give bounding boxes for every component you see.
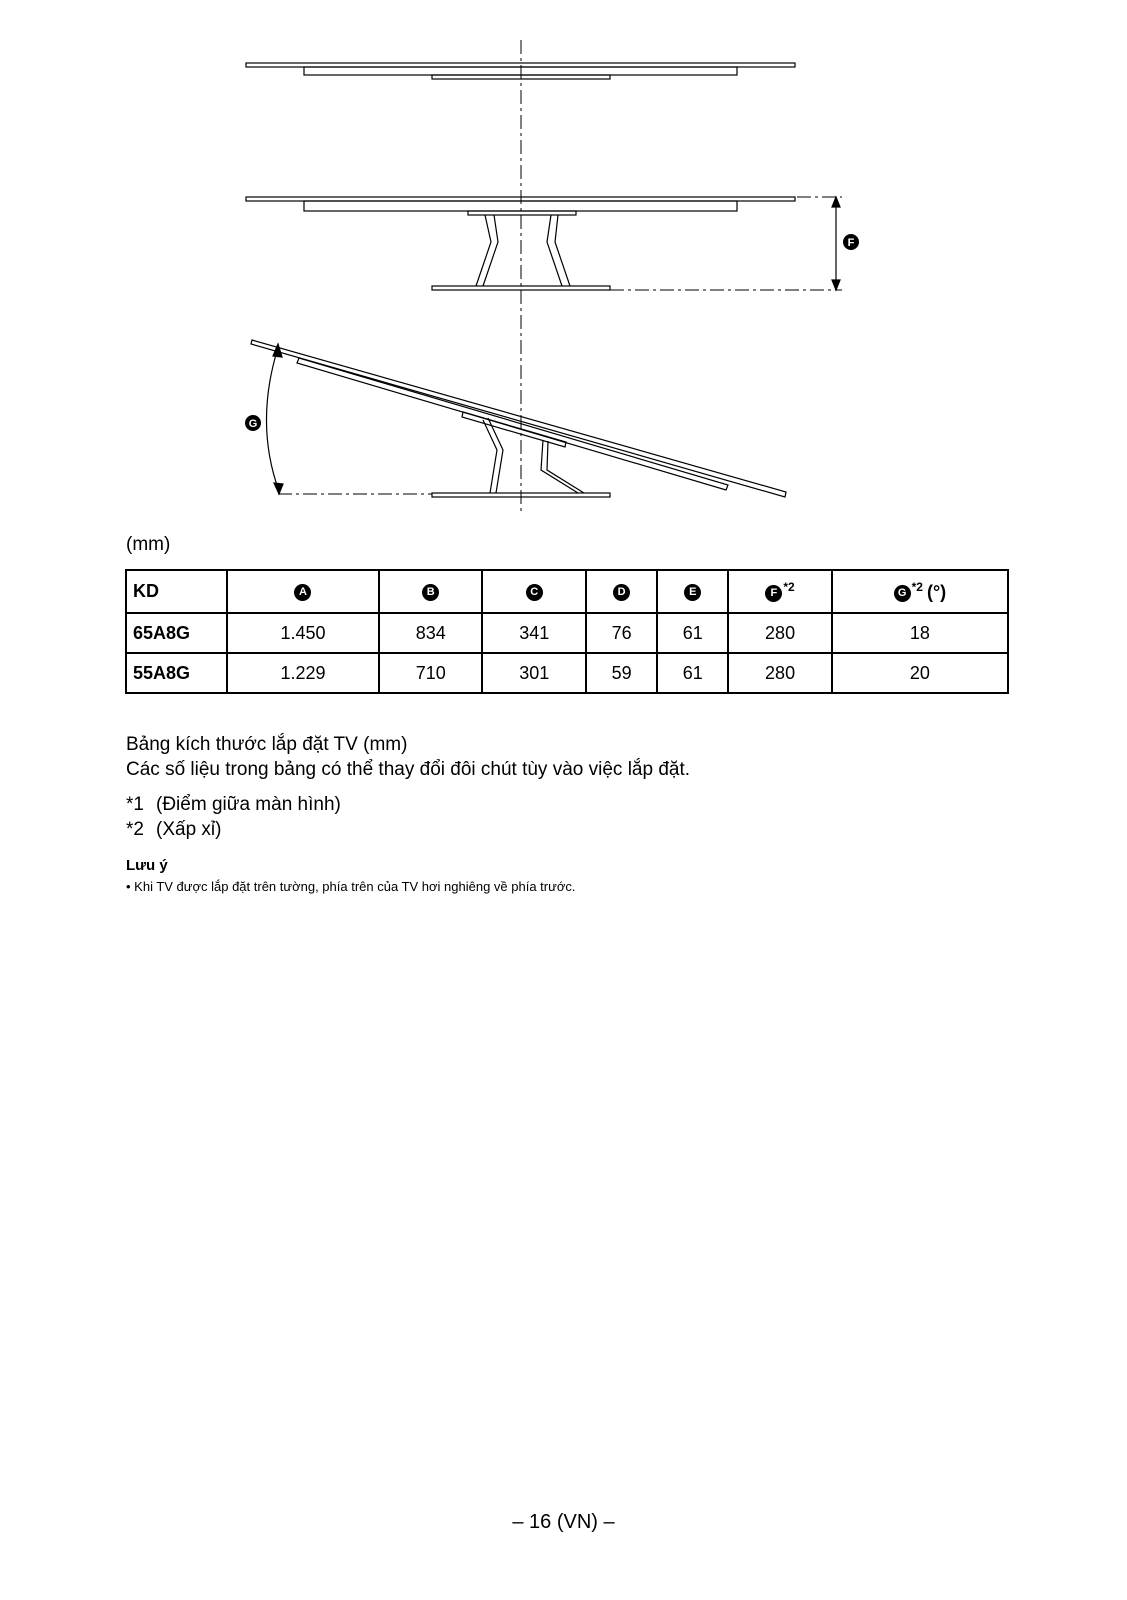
header-a [227, 570, 379, 613]
footnote-text: (Điểm giữa màn hình) [156, 794, 341, 815]
unit-label: (mm) [126, 534, 171, 555]
header-b-marker: B [422, 584, 439, 601]
cell-f: 280 [728, 653, 832, 693]
notes-line-1: Bảng kích thước lắp đặt TV (mm) [126, 734, 408, 755]
header-c [482, 570, 586, 613]
tv-tilted-view [248, 340, 786, 497]
cell-e: 61 [657, 653, 728, 693]
cell-b: 710 [379, 653, 483, 693]
tv-stand-diagram [0, 0, 1127, 525]
cell-g: 18 [832, 613, 1008, 653]
page-number: – 16 (VN) – [512, 1511, 615, 1533]
header-g-footnote: *2 [911, 580, 923, 594]
label-g-text: G [248, 418, 258, 430]
cell-f: 280 [728, 613, 832, 653]
header-g-marker: G [894, 585, 911, 602]
header-c-marker: C [526, 584, 543, 601]
notes-line-2: Các số liệu trong bảng có thể thay đổi đôi chút tùy vào việc lắp đặt. [126, 759, 691, 780]
caution-item: • Khi TV được lắp đặt trên tường, phía trên của TV hơi nghiêng về phía trước. [126, 879, 576, 894]
footnotes [126, 792, 341, 842]
label-f-text: F [847, 237, 855, 249]
table-notes [126, 732, 690, 782]
header-e-marker: E [684, 584, 701, 601]
label-f-marker [843, 234, 859, 250]
cell-e: 61 [657, 613, 728, 653]
header-f-marker: F [765, 585, 782, 602]
tv-side-view [246, 197, 842, 290]
header-g [832, 570, 1008, 613]
footnote-item [126, 792, 341, 817]
header-d-marker: D [613, 584, 630, 601]
header-a-marker: A [294, 584, 311, 601]
header-kd: KD [126, 570, 227, 613]
footnote-text: (Xấp xỉ) [156, 819, 222, 840]
footnote-key: *2 [126, 819, 144, 840]
caution-title: Lưu ý [126, 857, 168, 874]
cell-g: 20 [832, 653, 1008, 693]
header-f [728, 570, 832, 613]
cell-model: 55A8G [126, 653, 227, 693]
cell-c: 301 [482, 653, 586, 693]
header-g-unit: (°) [926, 582, 947, 602]
table-header-row [126, 570, 1008, 613]
label-g-marker [245, 415, 261, 431]
cell-a: 1.229 [227, 653, 379, 693]
cell-a: 1.450 [227, 613, 379, 653]
cell-d: 59 [586, 653, 657, 693]
header-f-footnote: *2 [783, 580, 795, 594]
cell-model: 65A8G [126, 613, 227, 653]
header-b [379, 570, 483, 613]
header-d [586, 570, 657, 613]
table-row [126, 653, 1008, 693]
footnote-item [126, 817, 341, 842]
cell-c: 341 [482, 613, 586, 653]
header-e [657, 570, 728, 613]
dimension-table [125, 569, 1009, 694]
table-row [126, 613, 1008, 653]
footnote-key: *1 [126, 794, 144, 815]
cell-d: 76 [586, 613, 657, 653]
cell-b: 834 [379, 613, 483, 653]
